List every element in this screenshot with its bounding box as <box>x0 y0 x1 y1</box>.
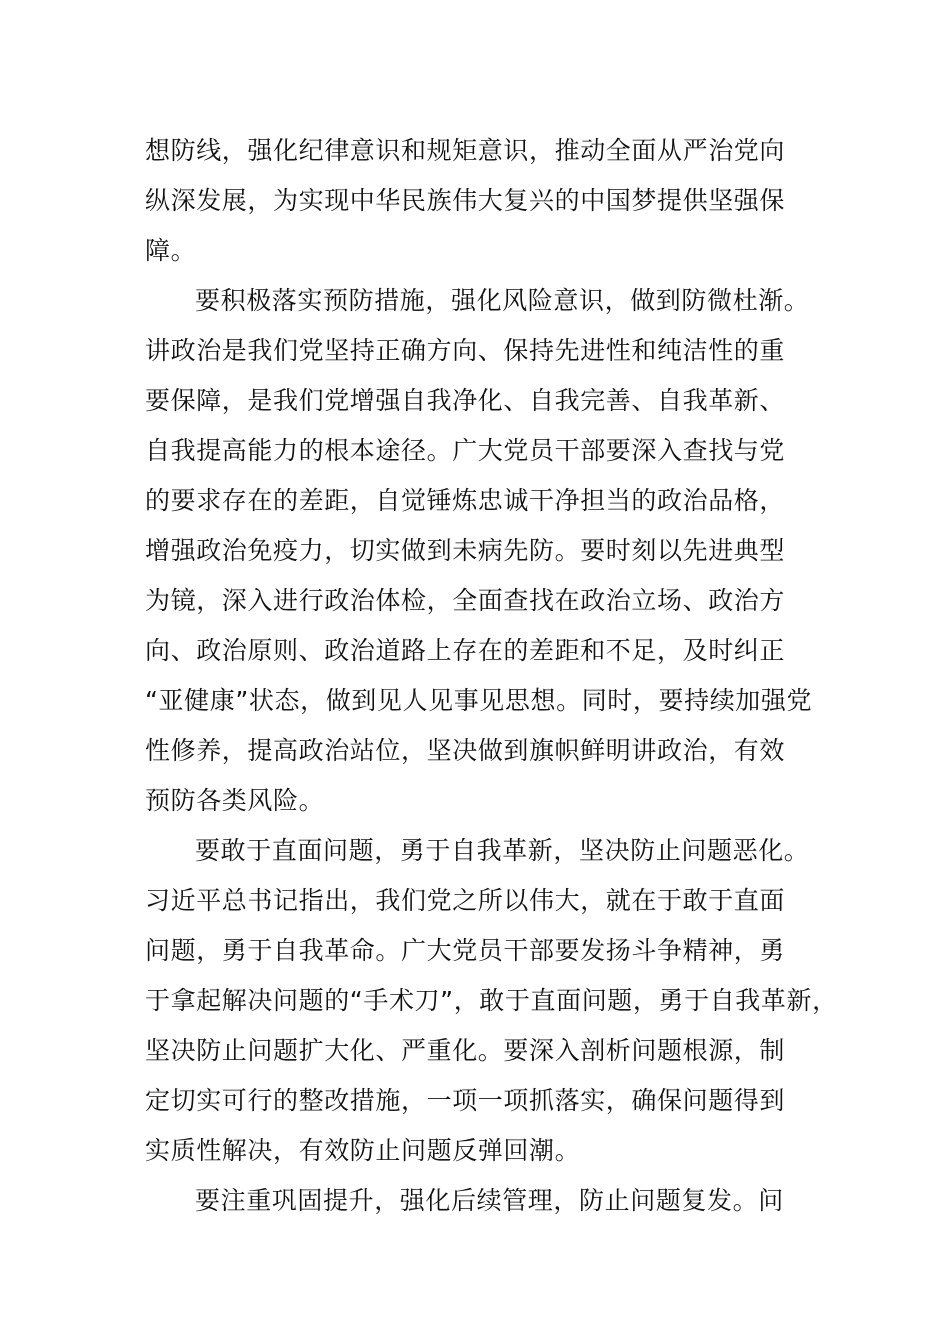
text-line: 为镜，深入进行政治体检，全面查找在政治立场、政治方 <box>145 586 786 615</box>
paragraph-start-line: 要敢于直面问题，勇于自我革新，坚决防止问题恶化。 <box>195 836 810 865</box>
text-line: 习近平总书记指出，我们党之所以伟大，就在于敢于直面 <box>145 886 786 915</box>
text-line: 要保障，是我们党增强自我净化、自我完善、自我革新、 <box>145 386 786 415</box>
text-line: 性修养，提高政治站位，坚决做到旗帜鲜明讲政治，有效 <box>145 736 786 765</box>
text-line: 实质性解决，有效防止问题反弹回潮。 <box>145 1136 581 1165</box>
text-line: 纵深发展，为实现中华民族伟大复兴的中国梦提供坚强保 <box>145 186 786 215</box>
text-line: 增强政治免疫力，切实做到未病先防。要时刻以先进典型 <box>145 536 786 565</box>
text-line: 想防线，强化纪律意识和规矩意识，推动全面从严治党向 <box>145 136 786 165</box>
paragraph-start-line: 要积极落实预防措施，强化风险意识，做到防微杜渐。 <box>195 286 810 315</box>
text-line: 向、政治原则、政治道路上存在的差距和不足，及时纠正 <box>145 636 786 665</box>
text-line: 于拿起解决问题的“手术刀”，敢于直面问题，勇于自我革新， <box>145 986 838 1015</box>
text-line: 自我提高能力的根本途径。广大党员干部要深入查找与党 <box>145 436 786 465</box>
text-line: 讲政治是我们党坚持正确方向、保持先进性和纯洁性的重 <box>145 336 786 365</box>
paragraph-start-line: 要注重巩固提升，强化后续管理，防止问题复发。问 <box>195 1186 784 1215</box>
text-line: 的要求存在的差距，自觉锤炼忠诚干净担当的政治品格， <box>145 486 786 515</box>
text-line: 问题，勇于自我革命。广大党员干部要发扬斗争精神，勇 <box>145 936 786 965</box>
text-line: 预防各类风险。 <box>145 786 325 815</box>
body-text <box>145 126 838 1226</box>
text-line: 坚决防止问题扩大化、严重化。要深入剖析问题根源，制 <box>145 1036 786 1065</box>
text-line: 障。 <box>145 236 197 265</box>
text-line: 定切实可行的整改措施，一项一项抓落实，确保问题得到 <box>145 1086 786 1115</box>
text-line: “亚健康”状态，做到见人见事见思想。同时，要持续加强党 <box>145 686 813 715</box>
